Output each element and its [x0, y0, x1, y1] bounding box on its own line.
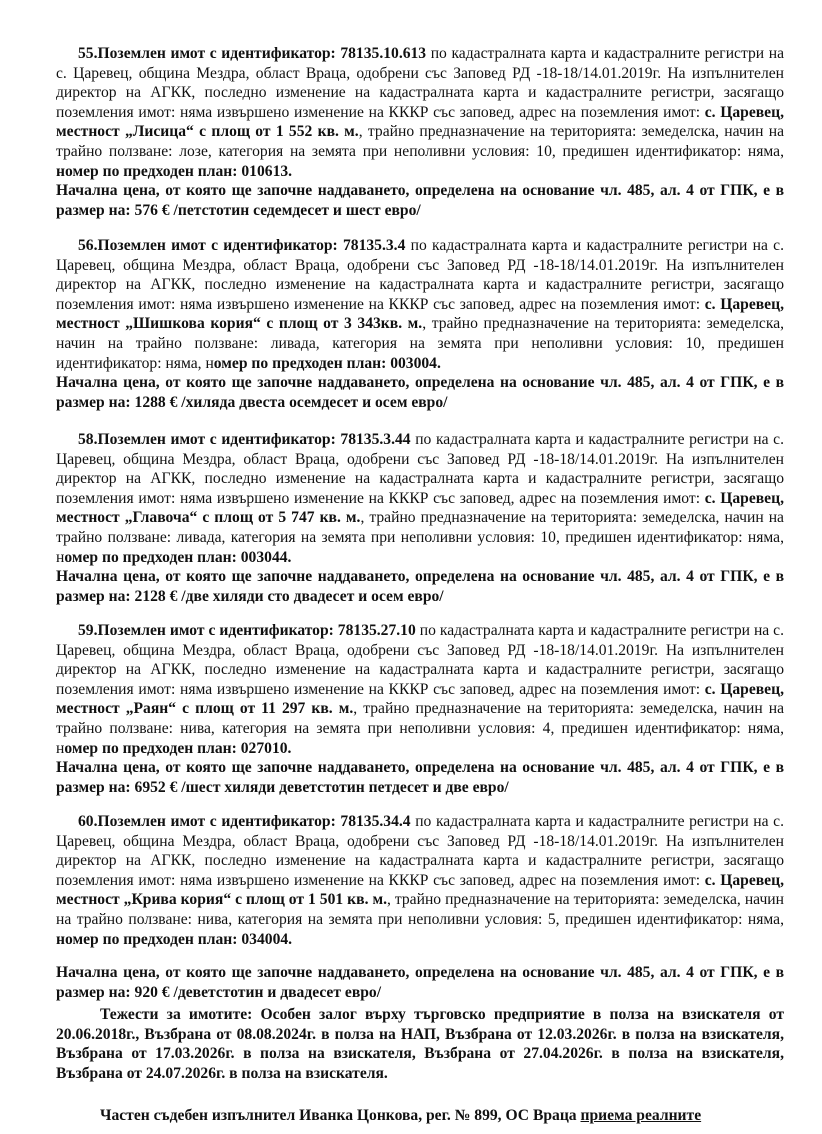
lot-address: с. Царевец, местност „Главоча“ с площ от 5 747 кв. м. — [56, 489, 784, 527]
price-value: 2128 € /две хиляди сто двадесет и осем евро/ — [134, 587, 444, 605]
lot-address: с. Царевец, местност „Крива кория“ с площ от 1 501 кв. м. — [56, 871, 784, 909]
lot-59 — [56, 621, 784, 797]
lot-identifier: Поземлен имот с идентификатор: 78135.27.10 — [97, 622, 416, 639]
lot-identifier: Поземлен имот с идентификатор: 78135.3.4 — [97, 237, 406, 254]
lot-price — [56, 181, 784, 220]
lot-text-1: по кадастралната карта и кадастралните регистри на с. Царевец, община Мездра, област Враца, одобрени със Заповед РД -18-18/14.01.2019г. На изпълнителен директор на АГКК, последно изменение на кадастралната карта и кадастралните регистри, засягащо поземления имот: няма извършено изменение на КККР със заповед, адрес на поземления имот: — [56, 431, 784, 507]
lot-text-2: , трайно предназначение на територията: земеделска, начин на трайно ползване: лозе, категория на земята при неполивни условия: 10, предишен идентификатор: няма, — [56, 123, 784, 160]
encumbrances-text: Тежести за имотите: Особен залог върху търговско предприятие в полза на взискателя от 20.06.2018г., Възбрана от 08.08.2024г. в полза на НАП, Възбрана от 12.03.2026г. в полза на взискателя, Възбрана от 17.03.2026г. в полза на взискателя, Възбрана от 27.04.2026г. в полза на взискателя, Възбрана от 24.07.2026г. в полза на взискателя. — [56, 1006, 784, 1082]
lot-description — [56, 621, 784, 758]
lot-address: с. Царевец, местност „Раян“ с площ от 11 297 кв. м. — [56, 680, 784, 718]
lot-description — [56, 430, 784, 567]
lot-number: 59. — [78, 622, 98, 639]
lot-identifier: Поземлен имот с идентификатор: 78135.3.44 — [97, 431, 411, 448]
signature-underlined: приема реалните — [580, 1107, 702, 1124]
lot-text-2: , трайно предназначение на територията: земеделска, начин на трайно ползване: нива, категория на земята при неполивни условия: 4, предишен идентификатор: няма, н — [56, 700, 784, 757]
price-value: 6952 € /шест хиляди деветстотин петдесет и две евро/ — [134, 778, 509, 796]
signature-text: Частен съдебен изпълнител Иванка Цонкова, рег. № 899, ОС Враца — [100, 1107, 581, 1124]
lot-number: 55. — [78, 45, 98, 62]
lot-text-1: по кадастралната карта и кадастралните регистри на с. Царевец, община Мездра, област Враца, одобрени със Заповед РД -18-18/14.01.2019г. На изпълнителен директор на АГКК, последно изменение на кадастралната карта и кадастралните регистри, засягащо поземления имот: няма извършено изменение на КККР със заповед, адрес на поземления имот: — [56, 45, 784, 121]
price-lead: Начална цена, от която ще започне наддаването, определена на основание чл. 485, ал. 4 от ГПК, е в размер на: — [56, 568, 784, 605]
lot-text-1: по кадастралната карта и кадастралните регистри на с. Царевец, община Мездра, област Враца, одобрени със Заповед РД -18-18/14.01.2019г. На изпълнителен директор на АГКК, последно изменение на кадастралната карта и кадастралните регистри, засягащо поземления имот: няма извършено изменение на КККР със заповед, адрес на поземления имот: — [56, 622, 784, 698]
lot-text-1: по кадастралната карта и кадастралните регистри на с. Царевец, община Мездра, област Враца, одобрени със Заповед РД -18-18/14.01.2019г. На изпълнителен директор на АГКК, последно изменение на кадастралната карта и кадастралните регистри, засягащо поземления имот: няма извършено изменение на КККР със заповед, адрес на поземления имот: — [56, 813, 784, 889]
lot-price — [56, 567, 784, 606]
lot-address: с. Царевец, местност „Шишкова кория“ с площ от 3 343кв. м. — [56, 295, 784, 333]
lot-previous-plan: номер по предходен план: 010613. — [56, 162, 293, 180]
lot-number: 56. — [78, 237, 98, 254]
lot-number: 60. — [78, 813, 98, 830]
lot-description — [56, 44, 784, 181]
lot-previous-plan: омер по предходен план: 003004. — [213, 354, 441, 372]
lot-description — [56, 236, 784, 373]
lot-identifier: Поземлен имот с идентификатор: 78135.34.4 — [97, 813, 411, 830]
lot-price — [56, 373, 784, 412]
lot-58 — [56, 430, 784, 606]
lot-previous-plan: омер по предходен план: 003044. — [64, 548, 292, 566]
lot-number: 58. — [78, 431, 98, 448]
lot-60 — [56, 812, 784, 1002]
lot-price — [56, 963, 784, 1002]
lot-previous-plan: номер по предходен план: 034004. — [56, 930, 293, 948]
signature-block — [56, 1106, 784, 1126]
price-value: 576 € /петстотин седемдесет и шест евро/ — [134, 201, 421, 219]
price-lead: Начална цена, от която ще започне наддаването, определена на основание чл. 485, ал. 4 от ГПК, е в размер на: — [56, 374, 784, 411]
lot-identifier: Поземлен имот с идентификатор: 78135.10.613 — [97, 45, 427, 62]
lot-text-2: , трайно предназначение на територията: земеделска, начин на трайно ползване: нива, категория на земята при неполивни условия: 5, предишен идентификатор: няма, — [56, 891, 784, 928]
signature-line — [56, 1106, 784, 1126]
price-value: 920 € /деветстотин и двадесет евро/ — [134, 983, 382, 1001]
price-value: 1288 € /хиляда двеста осемдесет и осем евро/ — [134, 393, 448, 411]
lot-text-2: , трайно предназначение на територията: земеделска, начин на трайно ползване: ливада, категория на земята при неполивни условия: 10, предишен идентификатор: няма, н — [56, 315, 785, 372]
price-lead: Начална цена, от която ще започне наддаването, определена на основание чл. 485, ал. 4 от ГПК, е в размер на: — [56, 964, 784, 1001]
lot-56 — [56, 236, 784, 412]
price-lead: Начална цена, от която ще започне наддаването, определена на основание чл. 485, ал. 4 от ГПК, е в размер на: — [56, 182, 784, 219]
lot-price — [56, 758, 784, 797]
lot-previous-plan: омер по предходен план: 027010. — [64, 739, 292, 757]
lot-text-2: , трайно предназначение на територията: земеделска, начин на трайно ползване: ливада, категория на земята при неполивни условия: 10, предишен идентификатор: няма, н — [56, 509, 784, 566]
lot-55 — [56, 44, 784, 220]
price-lead: Начална цена, от която ще започне наддаването, определена на основание чл. 485, ал. 4 от ГПК, е в размер на: — [56, 759, 784, 796]
lot-address: с. Царевец, местност „Лисица“ с площ от 1 552 кв. м. — [56, 103, 784, 141]
lot-text-1: по кадастралната карта и кадастралните регистри на с. Царевец, община Мездра, област Враца, одобрени със Заповед РД -18-18/14.01.2019г. На изпълнителен директор на АГКК, последно изменение на кадастралната карта и кадастралните регистри, засягащо поземления имот: няма извършено изменение на КККР със заповед, адрес на поземления имот: — [56, 237, 784, 313]
encumbrances — [56, 1005, 784, 1083]
lot-description — [56, 812, 784, 949]
